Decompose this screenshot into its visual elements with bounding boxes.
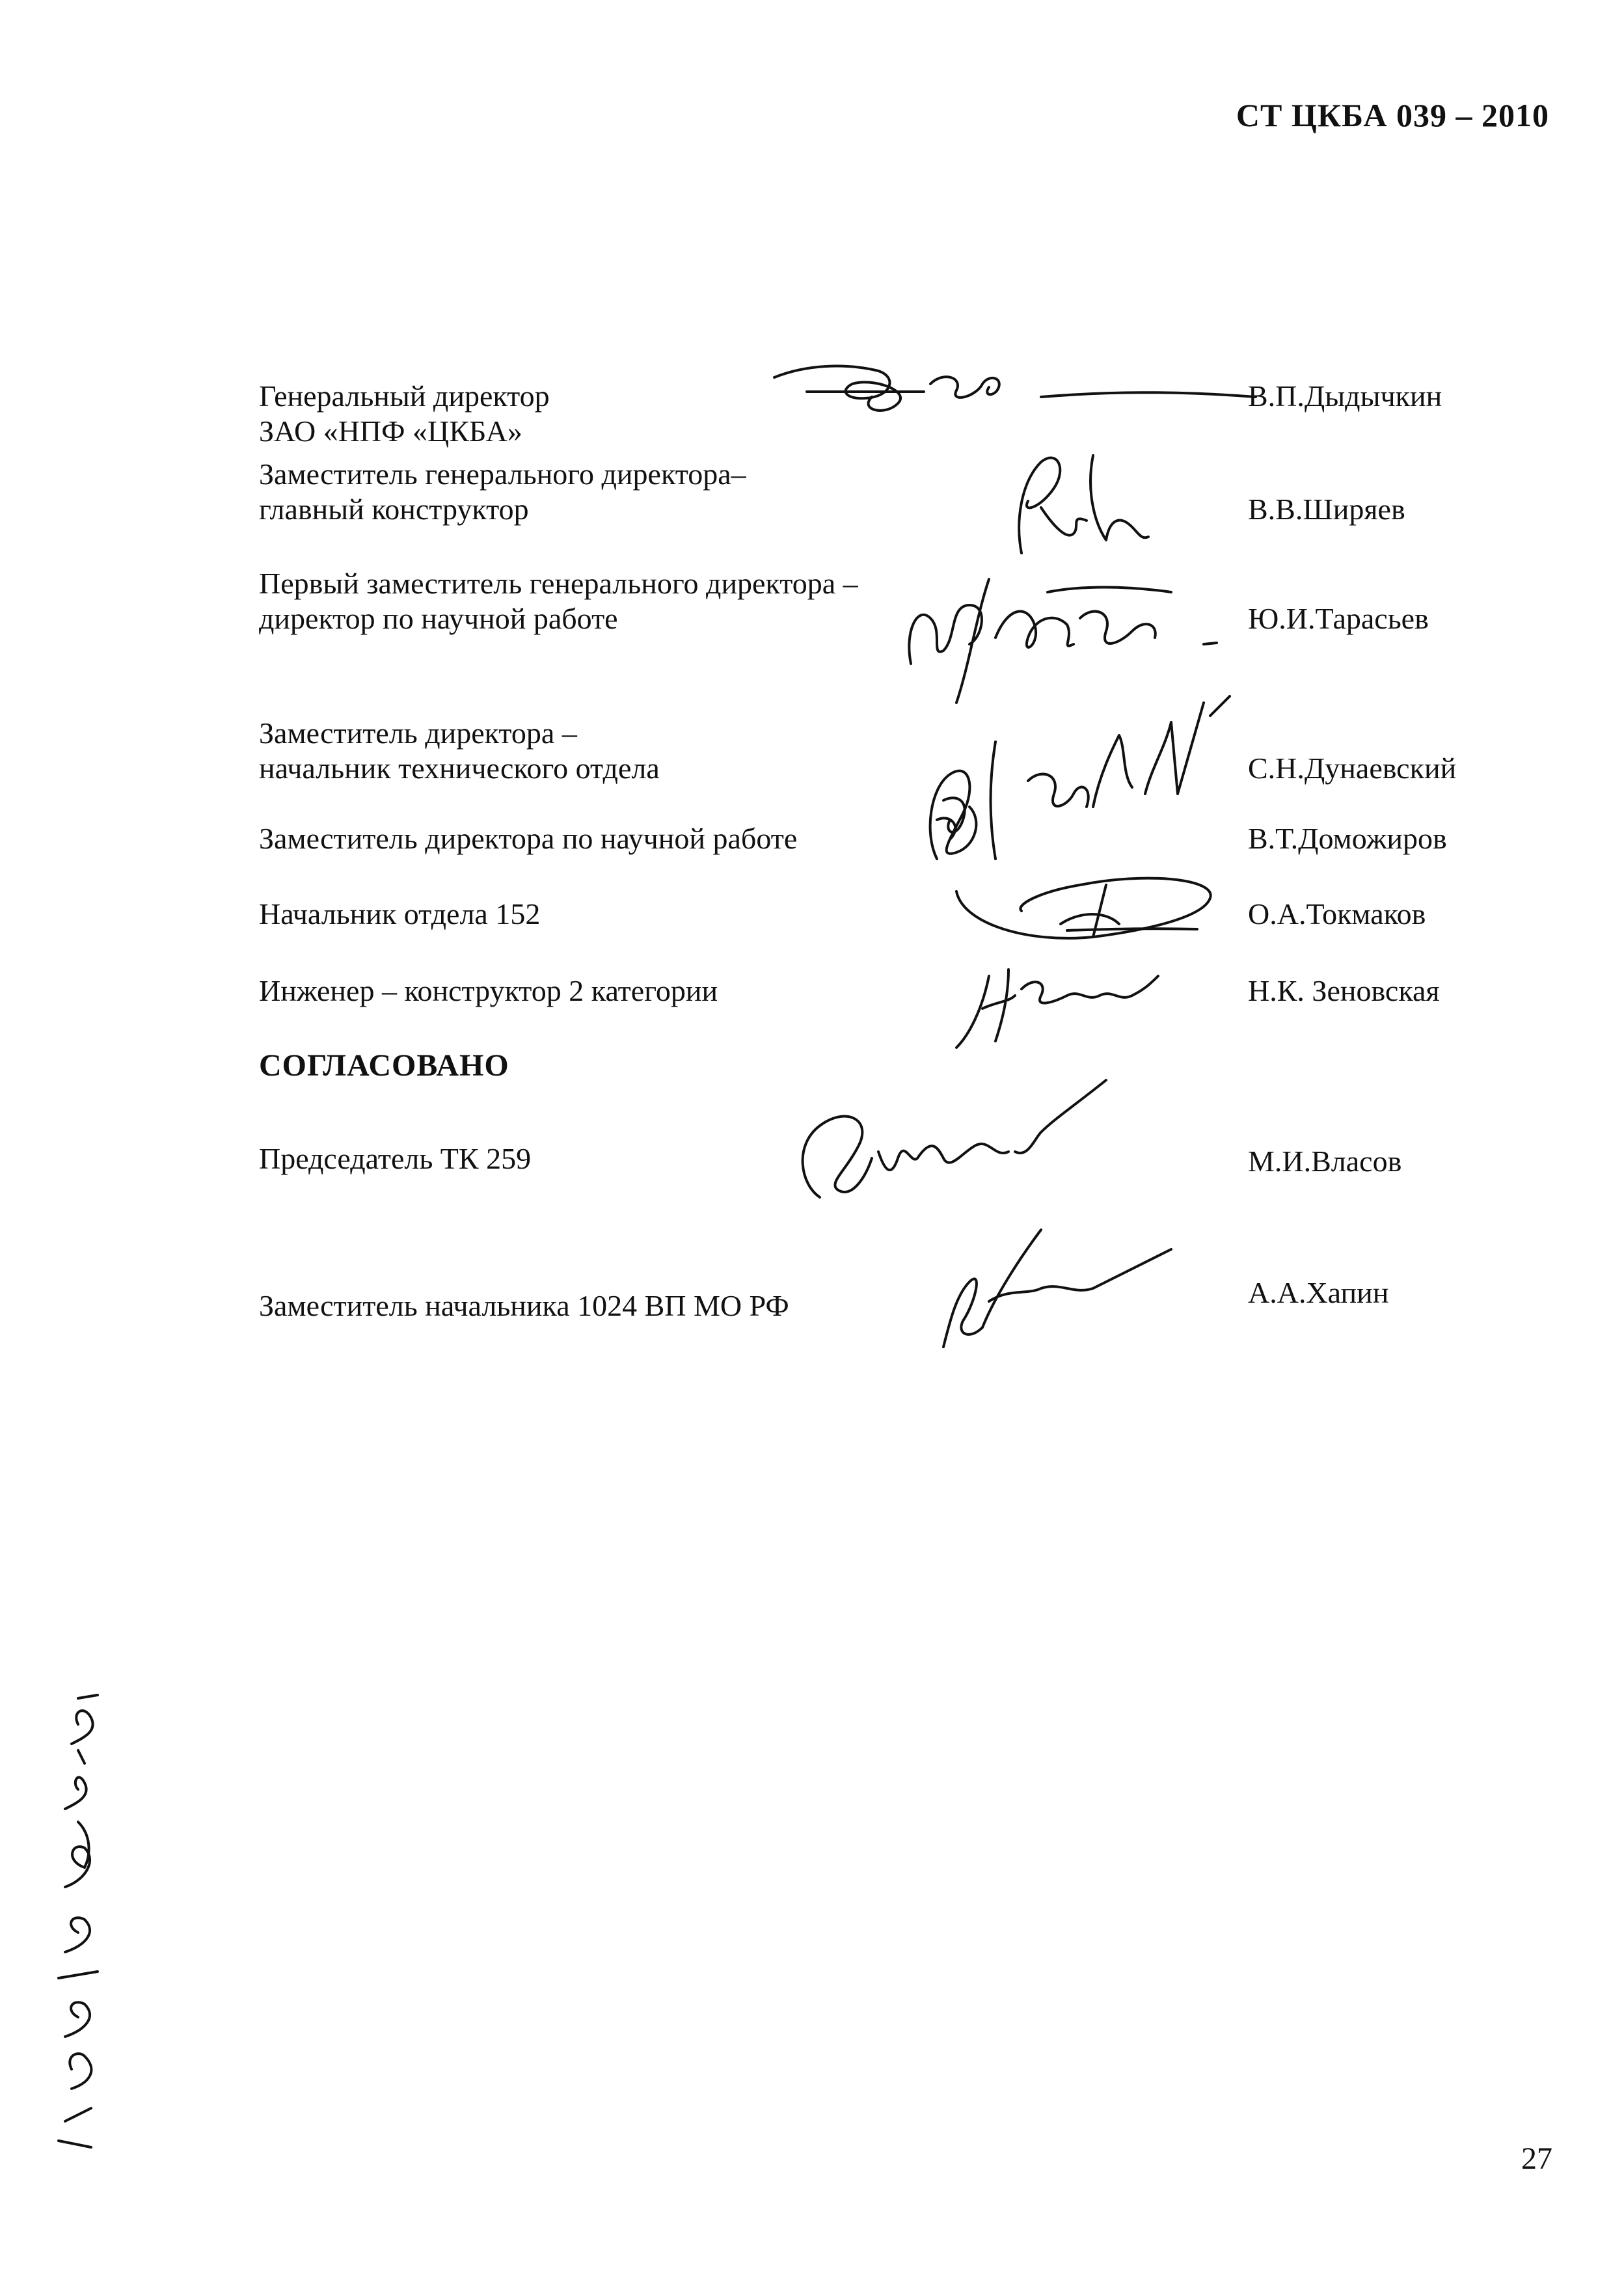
role-line: главный конструктор: [259, 493, 529, 526]
role-line: директор по научной работе: [259, 602, 618, 635]
signatory-name: В.В.Ширяев: [1248, 493, 1405, 526]
handwritten-margin-note: [39, 1692, 117, 2160]
signatory-role-engineer-designer: [259, 973, 975, 1009]
agreed-name: М.И.Власов: [1248, 1145, 1402, 1178]
signatory-name: В.П.Дыдычкин: [1248, 379, 1442, 413]
signature-dydychkin: [768, 351, 1262, 423]
signatory-name: С.Н.Дунаевский: [1248, 752, 1457, 785]
role-line: Заместитель генерального директора–: [259, 457, 746, 491]
signatory-name: В.Т.Доможиров: [1248, 822, 1447, 855]
role-line: Заместитель директора по научной работе: [259, 822, 798, 855]
signature-khapin: [930, 1223, 1178, 1353]
signature-zenovskaya: [937, 957, 1171, 1054]
agreed-name: А.А.Хапин: [1248, 1276, 1389, 1309]
signatory-role-deputy-head-technical-dept: [259, 716, 975, 786]
role-line: Начальник отдела 152: [259, 897, 541, 930]
signature-vlasov: [781, 1074, 1119, 1204]
signatory-role-head-dept-152: [259, 897, 975, 932]
role-line: Генеральный директор: [259, 379, 550, 413]
document-code: СТ ЦКБА 039 – 2010: [1236, 97, 1549, 133]
signature-tarasyev: [898, 566, 1236, 709]
agreed-role-deputy-head-1024: Заместитель начальника 1024 ВП МО РФ: [259, 1289, 789, 1322]
agreed-role-tk-chairman: Председатель ТК 259: [259, 1142, 532, 1175]
page-number: 27: [1521, 2141, 1552, 2176]
role-line: начальник технического отдела: [259, 752, 660, 785]
role-line: Первый заместитель генерального директора –: [259, 567, 858, 600]
role-line: Заместитель директора –: [259, 716, 577, 750]
signatory-role-first-deputy-research-director: [259, 566, 975, 636]
signatory-role-deputy-chief-designer: [259, 457, 975, 527]
signatory-name: Ю.И.Тарасьев: [1248, 602, 1429, 635]
role-line: ЗАО «НПФ «ЦКБА»: [259, 414, 522, 448]
signature-shiryaev: [995, 442, 1152, 560]
signature-tokmakov: [950, 865, 1223, 950]
signatory-name: Н.К. Зеновская: [1248, 974, 1440, 1007]
signatory-role-deputy-research: [259, 821, 975, 856]
role-line: Инженер – конструктор 2 категории: [259, 974, 718, 1007]
signatory-name: О.А.Токмаков: [1248, 897, 1426, 930]
agreed-heading: СОГЛАСОВАНО: [259, 1048, 509, 1083]
